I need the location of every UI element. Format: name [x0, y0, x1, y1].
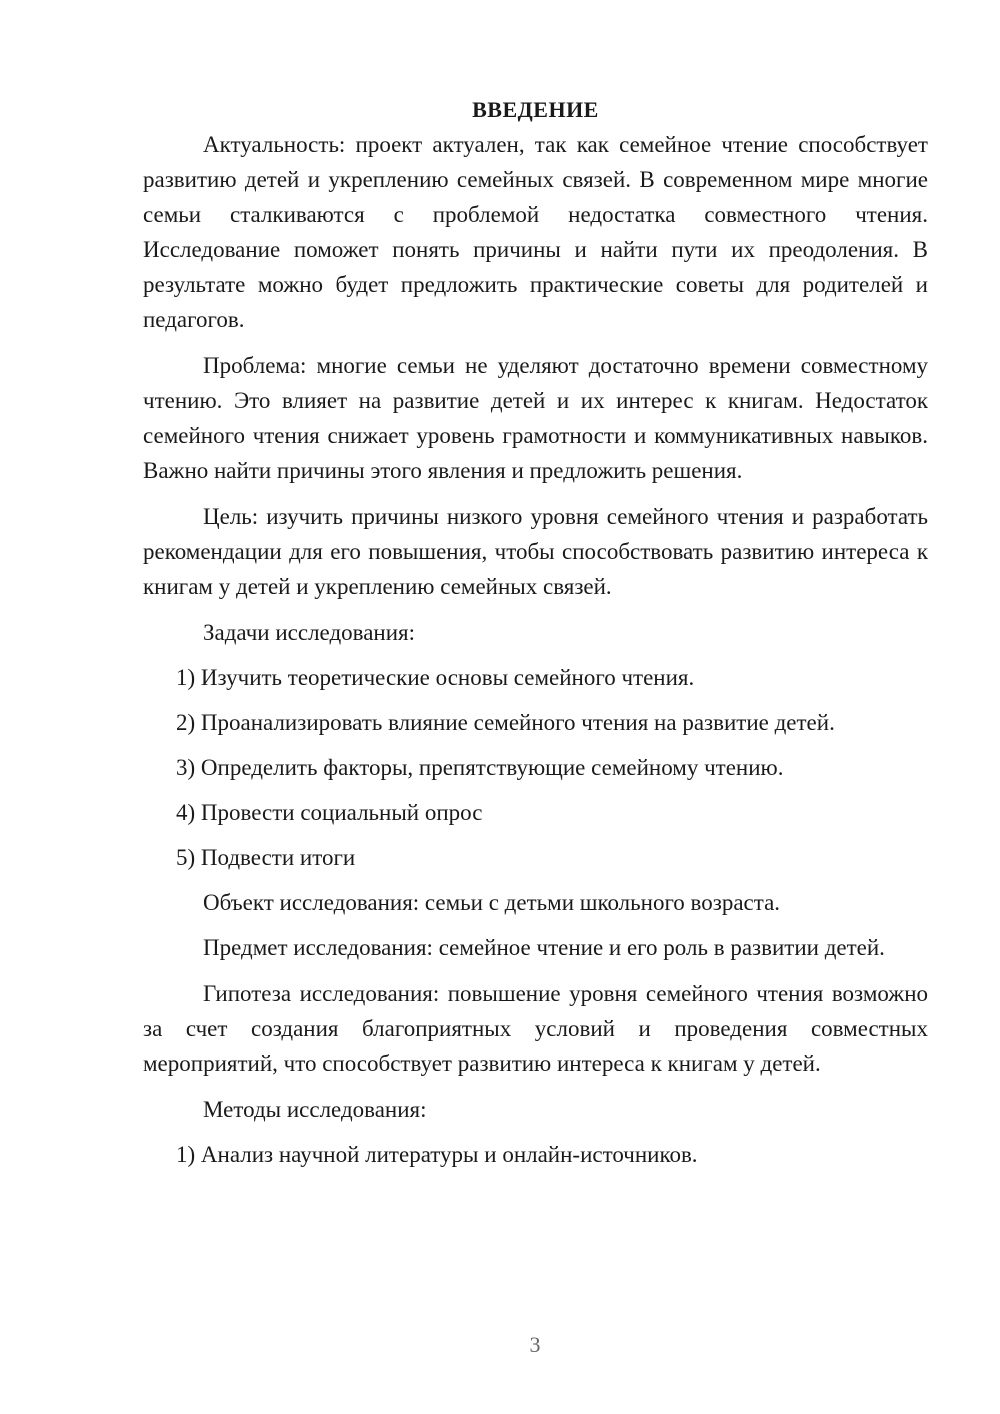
object-paragraph: Объект исследования: семьи с детьми школьного возраста. — [203, 890, 781, 915]
hypothesis-paragraph: Гипотеза исследования: повышение уровня семейного чтения возможно за счет создания благоприятных условий и проведения совместных мероприятий, что способствует развитию интереса к книгам у детей. — [143, 981, 928, 1076]
task-item: 1) Изучить теоретические основы семейного чтения. — [176, 665, 695, 690]
subject-paragraph: Предмет исследования: семейное чтение и его роль в развитии детей. — [203, 935, 885, 960]
page-number: 3 — [529, 1332, 541, 1357]
task-item: 4) Провести социальный опрос — [176, 800, 483, 825]
relevance-paragraph: Актуальность: проект актуален, так как семейное чтение способствует развитию детей и укреплению семейных связей. В современном мире многие семьи сталкиваются с проблемой недостатка совместного чтения. Исследование поможет понять причины и найти пути их преодоления. В результате можно будет предложить практические советы для родителей и педагогов. — [143, 132, 928, 332]
section-heading: ВВЕДЕНИЕ — [472, 97, 599, 122]
problem-paragraph: Проблема: многие семьи не уделяют достаточно времени совместному чтению. Это влияет на развитие детей и их интерес к книгам. Недостаток семейного чтения снижает уровень грамотности и коммуникативных навыков. Важно найти причины этого явления и предложить решения. — [143, 353, 928, 483]
task-item: 5) Подвести итоги — [176, 845, 356, 870]
method-item: 1) Анализ научной литературы и онлайн-источников. — [176, 1142, 698, 1167]
methods-heading: Методы исследования: — [203, 1097, 427, 1122]
task-item: 3) Определить факторы, препятствующие семейному чтению. — [176, 755, 784, 780]
goal-paragraph: Цель: изучить причины низкого уровня семейного чтения и разработать рекомендации для его повышения, чтобы способствовать развитию интереса к книгам у детей и укреплению семейных связей. — [143, 504, 928, 599]
tasks-heading: Задачи исследования: — [203, 620, 416, 645]
task-item: 2) Проанализировать влияние семейного чтения на развитие детей. — [176, 710, 835, 735]
page-content — [143, 92, 928, 1172]
